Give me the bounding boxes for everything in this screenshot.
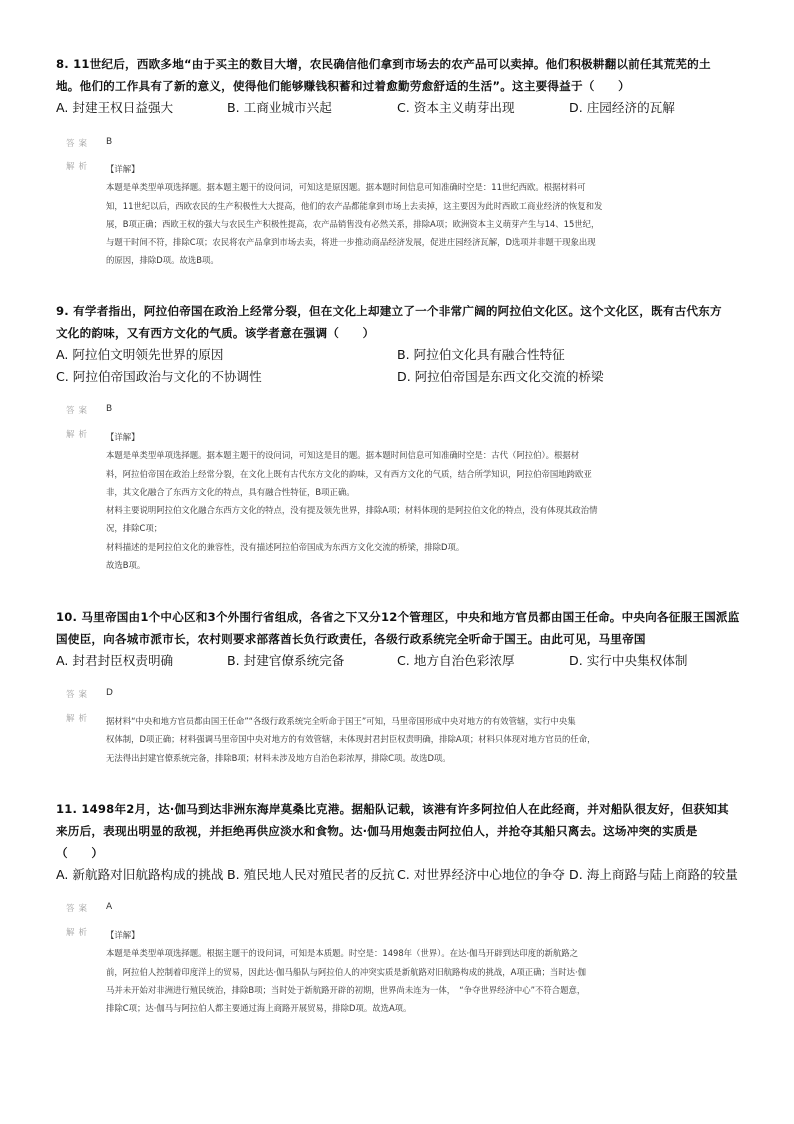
analysis-line: 前，阿拉伯人控制着印度洋上的贸易，因此达·伽马船队与阿拉伯人的冲突实质是新航路对旧航路构成的挑战，A项正确；当时达·伽 xyxy=(106,966,587,977)
answer-row xyxy=(56,404,746,422)
analysis-row xyxy=(56,428,746,574)
analysis-line: 本题是单类型单项选择题。据本题主题干的设问词，可知这是原因题。据本题时间信息可知准确时空是：11世纪西欧。根据材料可 xyxy=(106,182,586,193)
question-11 xyxy=(56,798,746,1017)
analysis-line: 料，阿拉伯帝国在政治上经常分裂，在文化上既有古代东方文化的韵味，又有西方文化的气质，结合所学知识，阿拉伯帝国地跨欧亚 xyxy=(106,468,592,479)
analysis-line: 排除C项；达·伽马与阿拉伯人都主要通过海上商路开展贸易，排除D项。故选A项。 xyxy=(106,1003,412,1014)
options-row xyxy=(56,650,746,672)
question-stem xyxy=(56,606,746,650)
question-stem xyxy=(56,53,746,97)
options-row xyxy=(56,864,746,886)
option-b: B. 殖民地人民对殖民者的反抗 xyxy=(227,867,395,882)
analysis-line: 权体制，D项正确；材料强调马里帝国中央对地方的有效管辖，未体现封君封臣权责明确，排除A项；材料只体现对地方官员的任命， xyxy=(106,734,596,745)
answer-row xyxy=(56,902,746,920)
question-10 xyxy=(56,606,746,767)
option-d: D. 庄园经济的瓦解 xyxy=(569,100,675,115)
option-c: C. 地方自治色彩浓厚 xyxy=(397,653,515,668)
analysis-line: 况，排除C项； xyxy=(106,523,163,534)
analysis-tag: 解析 xyxy=(66,162,92,172)
analysis-line: 马并未开始对非洲进行殖民统治，排除B项；当时处于新航路开辟的初期，世界尚未连为一体， “争夺世界经济中心”不符合题意， xyxy=(106,984,586,995)
stem-line: （ ） xyxy=(56,846,104,860)
option-d: D. 实行中央集权体制 xyxy=(569,653,688,668)
question-stem xyxy=(56,798,746,864)
analysis-text xyxy=(106,428,746,574)
analysis-line: 非，其文化融合了东西方文化的特点，具有融合性特征，B项正确。 xyxy=(106,486,355,497)
option-b: B. 阿拉伯文化具有融合性特征 xyxy=(397,347,565,362)
stem-line: 10. 马里帝国由1个中心区和3个外围行省组成，各省之下又分12个管理区，中央和地方官员都由国王任命。中央向各征服王国派监 xyxy=(56,610,740,624)
answer-value: B xyxy=(106,137,113,147)
analysis-line: 的原因，排除D项。故选B项。 xyxy=(106,255,219,266)
analysis-line: 本题是单类型单项选择题。据本题主题干的设问词，可知这是目的题。据本题时间信息可知准确时空是：古代（阿拉伯）。根据材 xyxy=(106,450,580,461)
answer-tag: 答案 xyxy=(66,406,92,416)
option-d: D. 海上商路与陆上商路的较量 xyxy=(569,867,738,882)
analysis-line: 故选B项。 xyxy=(106,560,146,571)
analysis-line: 与题干时间不符，排除C项；农民将农产品拿到市场去卖，将进一步推动商品经济发展，促进庄园经济瓦解，D选项并非题干现象出现 xyxy=(106,237,596,248)
analysis-tag: 解析 xyxy=(66,714,92,724)
analysis-row xyxy=(56,160,746,270)
analysis-line: 本题是单类型单项选择题。根据主题干的设问词，可知是本质题。时空是：1498年（世界）。在达·伽马开辟到达印度的新航路之 xyxy=(106,948,579,959)
answer-value: D xyxy=(106,688,113,698)
question-stem xyxy=(56,300,746,344)
option-a: A. 封建王权日益强大 xyxy=(56,100,174,115)
stem-line: 8. 11世纪后，西欧多地“由于买主的数目大增，农民确信他们拿到市场去的农产品可以卖掉。他们积极耕翻以前任其荒芜的土 xyxy=(56,57,711,71)
answer-row xyxy=(56,137,746,155)
option-d: D. 阿拉伯帝国是东西文化交流的桥梁 xyxy=(397,369,604,384)
answer-tag: 答案 xyxy=(66,690,92,700)
options-row xyxy=(56,344,746,366)
stem-line: 11. 1498年2月，达·伽马到达非洲东海岸莫桑比克港。据船队记载，该港有许多阿拉伯人在此经商，并对船队很友好，但获知其 xyxy=(56,802,729,816)
analysis-line: 【详解】 xyxy=(106,432,140,442)
analysis-text xyxy=(106,712,746,767)
question-9 xyxy=(56,300,746,574)
analysis-line: 据材料“中央和地方官员都由国王任命”“各级行政系统完全听命于国王”可知，马里帝国形成中央对地方的有效管辖，实行中央集 xyxy=(106,716,576,726)
analysis-line: 无法得出封建官僚系统完备，排除B项；材料未涉及地方自治色彩浓厚，排除C项。故选D项。 xyxy=(106,752,451,763)
analysis-line: 【详解】 xyxy=(106,930,140,940)
option-a: A. 阿拉伯文明领先世界的原因 xyxy=(56,347,224,362)
analysis-line: 【详解】 xyxy=(106,164,140,174)
stem-line: 地。他们的工作具有了新的意义，使得他们能够赚钱积蓄和过着愈勤劳愈舒适的生活”。这主要得益于（ ） xyxy=(56,79,630,93)
analysis-line: 知，11世纪以后，西欧农民的生产积极性大大提高，他们的农产品都能拿到市场上去卖掉，这主要因为此时西欧工商业经济的恢复和发 xyxy=(106,200,603,211)
option-b: B. 封建官僚系统完备 xyxy=(227,653,345,668)
analysis-line: 材料描述的是阿拉伯文化的兼容性，没有描述阿拉伯帝国成为东西方文化交流的桥梁，排除D项。 xyxy=(106,541,465,552)
analysis-line: 材料主要说明阿拉伯文化融合东西方文化的特点，没有提及领先世界，排除A项；材料体现的是阿拉伯文化的特点，没有体现其政治情 xyxy=(106,505,598,516)
answer-tag: 答案 xyxy=(66,904,92,914)
analysis-row xyxy=(56,712,746,767)
options-row xyxy=(56,366,746,388)
stem-line: 文化的韵味，又有西方文化的气质。该学者意在强调（ ） xyxy=(56,326,375,340)
analysis-tag: 解析 xyxy=(66,928,92,938)
answer-value: A xyxy=(106,902,113,912)
option-c: C. 资本主义萌芽出现 xyxy=(397,100,515,115)
stem-line: 来历后，表现出明显的敌视，并拒绝再供应淡水和食物。达·伽马用炮轰击阿拉伯人，并抢夺其船只离去。这场冲突的实质是 xyxy=(56,824,698,838)
option-a: A. 封君封臣权责明确 xyxy=(56,653,174,668)
analysis-text xyxy=(106,160,746,270)
options-row xyxy=(56,97,746,119)
option-c: C. 对世界经济中心地位的争夺 xyxy=(397,867,565,882)
analysis-row xyxy=(56,926,746,1017)
option-c: C. 阿拉伯帝国政治与文化的不协调性 xyxy=(56,369,262,384)
analysis-line: 展，B项正确；西欧王权的强大与农民生产积极性提高，农产品销售没有必然关系，排除A项；欧洲资本主义萌芽产生与14、15世纪， xyxy=(106,218,600,229)
analysis-tag: 解析 xyxy=(66,430,92,440)
option-b: B. 工商业城市兴起 xyxy=(227,100,332,115)
question-8 xyxy=(56,53,746,270)
answer-tag: 答案 xyxy=(66,139,92,149)
answer-row xyxy=(56,688,746,706)
analysis-text xyxy=(106,926,746,1017)
option-a: A. 新航路对旧航路构成的挑战 xyxy=(56,867,224,882)
answer-value: B xyxy=(106,404,113,414)
stem-line: 9. 有学者指出，阿拉伯帝国在政治上经常分裂，但在文化上却建立了一个非常广阔的阿拉伯文化区。这个文化区，既有古代东方 xyxy=(56,304,722,318)
stem-line: 国使臣，向各城市派市长，农村则要求部落酋长负行政责任，各级行政系统完全听命于国王。由此可见，马里帝国 xyxy=(56,632,646,646)
